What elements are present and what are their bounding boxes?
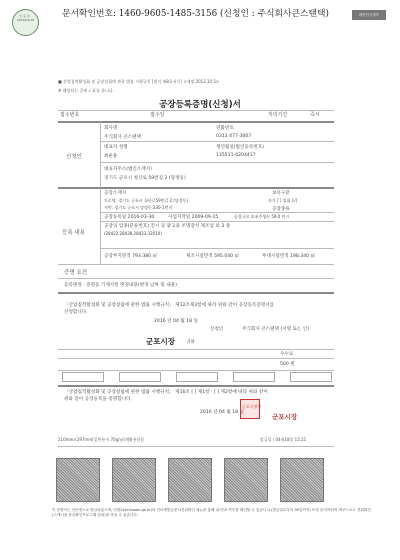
- fee-value: 500 원: [280, 362, 295, 367]
- divider: [58, 349, 334, 350]
- factory-size: 공장규모 보조주생산 59.0 미크: [234, 214, 290, 219]
- footer-note: 이 증명서는 인터넷으로 발급되었으며, 민원24(minwon.go.kr)의 인터넷발급문서진위확인 메뉴를 통해 위·변조 여부를 확인할 수 있습니다.(발급일로부터 90일까지) 또한 문서하단의 바코드로도 진위확인(스캐너용 문서확인프로그램 설치)을 하실 수 있습니다.: [52, 508, 371, 517]
- divider: [100, 162, 334, 163]
- issuance-text: 「산업집적활성화 및 공장설립에 관한 법률 시행규칙」 제16조 [ ] 제1항 · [ ] 제2항에 따라 위와 같이: [64, 390, 268, 395]
- divider: [58, 110, 334, 111]
- factory-lot-address: 지번: 경기도 군포시 당정동 230-1번지: [104, 205, 173, 210]
- divider: [100, 248, 334, 249]
- industry-label: 공장의 업종(분류번호) 진시 및 광고용 조명장치 제조업 외 3 종: [104, 224, 231, 229]
- registration-section-label: 등록 내용: [62, 230, 86, 236]
- declaration-date: 2016 년 04 월 18 일: [154, 319, 198, 324]
- certification-seal: [12, 9, 39, 36]
- fee-label: 수수료: [280, 352, 294, 357]
- issuance-text-2: 위와 같이 공장등록을 증명합니다.: [64, 397, 132, 402]
- flow-step: [62, 372, 104, 382]
- signer-label: 신청인: [210, 327, 224, 332]
- form-title: 공장등록증명(신청)서: [159, 100, 241, 110]
- factory-road-address: 도로명: 경기도 군포시 청산로59번길 2 (당정동): [104, 198, 189, 203]
- purpose-value: 등록변경 · 증명등 기재사항 변경내용(변경 날짜 및 내용): [64, 283, 177, 288]
- issuer: 군포시장: [272, 413, 298, 421]
- divider: [100, 212, 334, 213]
- process-period-value: 즉시: [310, 112, 320, 118]
- company-value: 주식회사 큰스탠택: [104, 135, 141, 140]
- divider: [58, 264, 334, 265]
- representative-label: 대표자 성명: [104, 145, 128, 150]
- birth-label: 생년월일(법인등록번호): [216, 145, 264, 150]
- recipient-suffix: 귀하: [186, 340, 195, 345]
- ownership-label: 보유구분: [272, 191, 290, 196]
- flow-step: [233, 372, 275, 382]
- divider: [58, 370, 334, 371]
- receipt-number-label: 접수번호: [60, 112, 80, 118]
- divider: [58, 278, 334, 279]
- divider: [58, 292, 334, 294]
- process-period-label: 처리기간: [268, 112, 288, 118]
- form-note: ※ 해당되는 곳에 √ 표를 합니다.: [58, 88, 115, 93]
- phone-value: 0311 477-3007: [216, 134, 252, 139]
- registration-date: 공장등록일 2016-03-30: [104, 215, 155, 220]
- verification-code: [168, 458, 212, 502]
- divider: [100, 188, 101, 264]
- stamp-text: 군포시장인: [242, 404, 262, 409]
- divider: [100, 141, 334, 142]
- applicant-section-label: 신청인: [66, 154, 82, 160]
- auxiliary-area: 부대시설면적 198.340 ㎡: [262, 254, 316, 259]
- ownership-values: 자가 [ ] 임대 [√]: [268, 198, 298, 203]
- factory-type-label: 공장종류: [272, 207, 290, 212]
- issuer-seal: [240, 399, 260, 419]
- form-reference: ■ 산업집적활성화 및 공장설립에 관한 법률 시행규칙 [별지 제8호서식] <개정 2012.10.5>: [58, 79, 220, 84]
- seal-text: 인 증 본 · 2016/04/18: [16, 14, 35, 22]
- divider: [58, 446, 334, 447]
- manufacturing-area: 제조시설면적 595.040 ㎡: [186, 254, 240, 259]
- signer-value: 주식회사 큰스탠택 (서명 또는 인): [242, 327, 310, 332]
- phone-label: 전화번호: [216, 126, 234, 131]
- declaration-text: 「산업집적활성화 및 공장설립에 관한 법률 시행규칙」 제12조제3항에 따라 위와 같이 공장등록증명서를: [64, 303, 275, 308]
- divider: [100, 221, 334, 222]
- verification-code: [56, 458, 100, 502]
- verification-code: [224, 458, 268, 502]
- address-label: 대표자주소(법인소재지): [104, 167, 152, 172]
- receipt-date-label: 접수일: [150, 112, 165, 118]
- government-logo: 대한민국정부: [352, 10, 386, 20]
- purpose-label: 증명 요건: [64, 270, 88, 276]
- verification-code: [280, 458, 324, 502]
- birth-value: 135511-0204417: [216, 153, 256, 158]
- paper-spec: 210mm×297mm[일반용지 70g/㎡(재활용품)]: [58, 437, 144, 442]
- verification-code: [112, 458, 156, 502]
- address-value: 경기도 군포시 청산로 59번길 2 (당정동): [104, 176, 186, 181]
- issuance-date: 2016 년 04 월 18 일: [200, 410, 244, 415]
- print-time: 발급일 / 04월18일 15:21: [260, 437, 307, 442]
- flow-step: [290, 372, 332, 382]
- industry-codes: (28422,28439,28423,32010): [104, 231, 162, 236]
- flow-step: [119, 372, 161, 382]
- factory-location-label: 공장소재지: [104, 191, 127, 196]
- process-flow: [62, 372, 332, 382]
- recipient: 군포시장: [146, 337, 175, 346]
- business-start-date: 사업지작일 2009-09-15: [168, 215, 219, 220]
- declaration-text-2: 신청합니다.: [64, 310, 88, 315]
- site-area: 공장부지면적 793.380 ㎡: [104, 254, 158, 259]
- representative-value: 최운용: [104, 154, 118, 159]
- divider: [58, 385, 334, 387]
- company-label: 회사명: [104, 126, 118, 131]
- document-number: 문서확인번호: 1460-9605-1485-3156 (신청인 : 주식회사큰스탠택): [62, 9, 329, 19]
- flow-step: [176, 372, 218, 382]
- divider: [58, 358, 334, 359]
